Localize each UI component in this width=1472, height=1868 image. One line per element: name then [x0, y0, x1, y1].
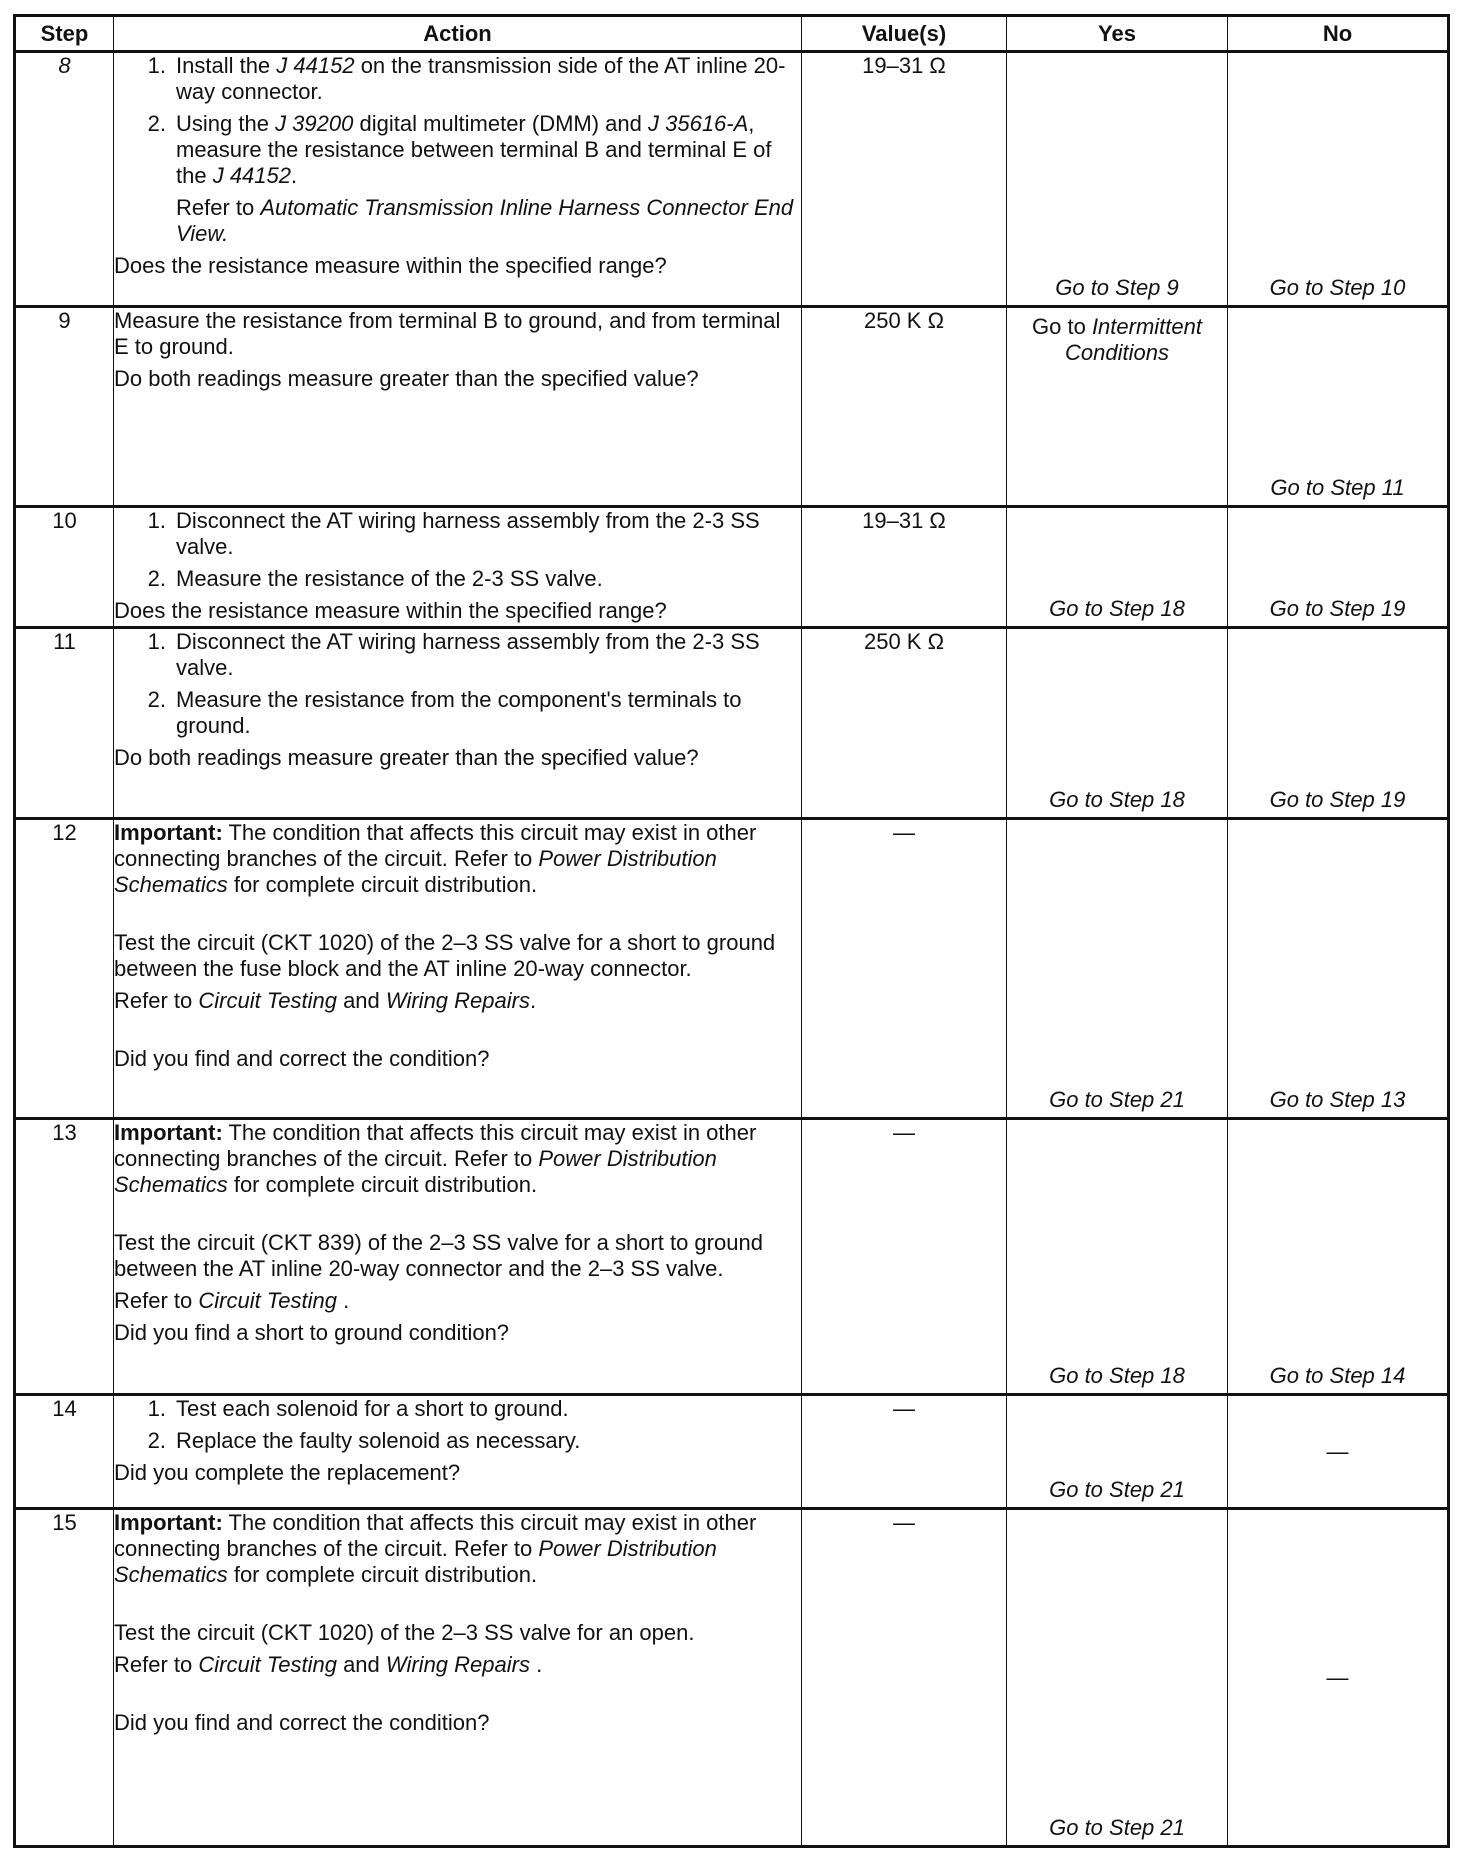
action-cell — [114, 1509, 802, 1847]
list-item: 1. Test each solenoid for a short to ground. — [147, 1396, 569, 1421]
no-cell — [1228, 1395, 1449, 1509]
goto-link[interactable]: Go to Step 21 — [1049, 1815, 1185, 1840]
value-cell: — — [802, 1395, 1007, 1509]
no-value: — — [1326, 1664, 1349, 1690]
yes-cell — [1007, 819, 1228, 1119]
step-number: 13 — [15, 1119, 114, 1395]
header-yes: Yes — [1007, 16, 1228, 52]
value-cell: 19–31 Ω — [802, 507, 1007, 628]
important-note: Important: The condition that affects this circuit may exist in other connecting branches of the circuit. Refer to Power Distribution Schematics for complete circuit distribution. — [114, 1510, 757, 1587]
value-cell: 250 K Ω — [802, 628, 1007, 819]
table-row — [15, 52, 1449, 307]
value-cell: 250 K Ω — [802, 307, 1007, 507]
step-number: 15 — [15, 1509, 114, 1847]
table-row — [15, 1509, 1449, 1847]
action-cell — [114, 507, 802, 628]
no-cell — [1228, 819, 1449, 1119]
yes-cell — [1007, 307, 1228, 507]
header-step: Step — [15, 16, 114, 52]
goto-link[interactable]: Go to Step 10 — [1269, 275, 1406, 300]
list-item: 1. Disconnect the AT wiring harness assembly from the 2-3 SS valve. — [147, 629, 760, 680]
goto-link[interactable]: Go to Step 11 — [1270, 475, 1405, 500]
list-item: 2. Measure the resistance of the 2-3 SS valve. — [147, 566, 603, 591]
action-cell — [114, 307, 802, 507]
goto-link[interactable]: Go to Step 21 — [1049, 1087, 1185, 1112]
question: Do both readings measure greater than the specified value? — [114, 366, 699, 391]
action-cell — [114, 1395, 802, 1509]
test-instruction: Test the circuit (CKT 839) of the 2–3 SS valve for a short to ground between the AT inline 20-way connector and the 2–3 SS valve. — [114, 1230, 763, 1281]
table-row — [15, 307, 1449, 507]
test-instruction: Test the circuit (CKT 1020) of the 2–3 SS valve for a short to ground between the fuse block and the AT inline 20-way connector. — [114, 930, 776, 981]
goto-link[interactable]: Go to Step 14 — [1269, 1363, 1406, 1388]
no-cell — [1228, 507, 1449, 628]
action-cell — [114, 628, 802, 819]
table-row — [15, 1395, 1449, 1509]
value-cell: 19–31 Ω — [802, 52, 1007, 307]
list-item: 2. Measure the resistance from the component's terminals to ground. — [147, 687, 742, 738]
instruction-text: Measure the resistance from terminal B to ground, and from terminal E to ground. — [114, 308, 781, 359]
step-number: 12 — [15, 819, 114, 1119]
question: Did you find and correct the condition? — [114, 1046, 490, 1071]
yes-cell — [1007, 1395, 1228, 1509]
goto-link[interactable]: Go to Intermittent Conditions — [1032, 314, 1202, 365]
question: Did you find and correct the condition? — [114, 1710, 490, 1735]
question: Did you complete the replacement? — [114, 1460, 461, 1485]
action-cell — [114, 1119, 802, 1395]
action-cell — [114, 52, 802, 307]
goto-link[interactable]: Go to Step 18 — [1049, 596, 1185, 621]
header-values: Value(s) — [802, 16, 1007, 52]
yes-cell — [1007, 507, 1228, 628]
step-number: 9 — [15, 307, 114, 507]
goto-link[interactable]: Go to Step 18 — [1049, 1363, 1185, 1388]
test-instruction: Test the circuit (CKT 1020) of the 2–3 SS valve for an open. — [114, 1620, 695, 1645]
goto-link[interactable]: Go to Step 13 — [1269, 1087, 1406, 1112]
refer-text: Refer to Automatic Transmission Inline Harness Connector End View. — [176, 195, 794, 246]
no-cell — [1228, 52, 1449, 307]
table-row — [15, 819, 1449, 1119]
header-action: Action — [114, 16, 802, 52]
action-cell — [114, 819, 802, 1119]
question: Do both readings measure greater than the specified value? — [114, 745, 699, 770]
important-note: Important: The condition that affects this circuit may exist in other connecting branches of the circuit. Refer to Power Distribution Schematics for complete circuit distribution. — [114, 1120, 757, 1197]
no-cell — [1228, 307, 1449, 507]
no-cell — [1228, 1119, 1449, 1395]
step-number: 10 — [15, 507, 114, 628]
important-note: Important: The condition that affects this circuit may exist in other connecting branches of the circuit. Refer to Power Distribution Schematics for complete circuit distribution. — [114, 820, 757, 897]
table-row — [15, 1119, 1449, 1395]
goto-link[interactable]: Go to Step 19 — [1269, 787, 1406, 812]
no-cell — [1228, 628, 1449, 819]
value-cell: — — [802, 1119, 1007, 1395]
step-number: 11 — [15, 628, 114, 819]
list-item: 1. Install the J 44152 on the transmission side of the AT inline 20-way connector. — [147, 53, 786, 104]
question: Does the resistance measure within the specified range? — [114, 253, 667, 278]
yes-cell — [1007, 628, 1228, 819]
goto-link[interactable]: Go to Step 18 — [1049, 787, 1185, 812]
value-cell: — — [802, 819, 1007, 1119]
goto-link[interactable]: Go to Step 21 — [1049, 1477, 1185, 1502]
table-row — [15, 628, 1449, 819]
refer-text: Refer to Circuit Testing and Wiring Repairs . — [114, 1652, 543, 1677]
table-row — [15, 507, 1449, 628]
step-number: 14 — [15, 1395, 114, 1509]
yes-cell — [1007, 1119, 1228, 1395]
header-no: No — [1228, 16, 1449, 52]
list-item: 2. Replace the faulty solenoid as necessary. — [147, 1428, 581, 1453]
question: Did you find a short to ground condition? — [114, 1320, 510, 1345]
header-row — [15, 16, 1449, 52]
yes-cell — [1007, 52, 1228, 307]
no-cell — [1228, 1509, 1449, 1847]
refer-text: Refer to Circuit Testing . — [114, 1288, 350, 1313]
yes-cell — [1007, 1509, 1228, 1847]
goto-link[interactable]: Go to Step 19 — [1269, 596, 1406, 621]
list-item: 2. Using the J 39200 digital multimeter (DMM) and J 35616-A, measure the resistance between terminal B and terminal E of the J 44152. — [147, 111, 772, 188]
diagnostic-table — [13, 14, 1450, 1848]
list-item: 1. Disconnect the AT wiring harness assembly from the 2-3 SS valve. — [147, 508, 760, 559]
step-number: 8 — [15, 52, 114, 307]
value-cell: — — [802, 1509, 1007, 1847]
question: Does the resistance measure within the specified range? — [114, 598, 667, 623]
goto-link[interactable]: Go to Step 9 — [1055, 275, 1179, 300]
no-value: — — [1326, 1438, 1349, 1464]
refer-text: Refer to Circuit Testing and Wiring Repairs. — [114, 988, 537, 1013]
